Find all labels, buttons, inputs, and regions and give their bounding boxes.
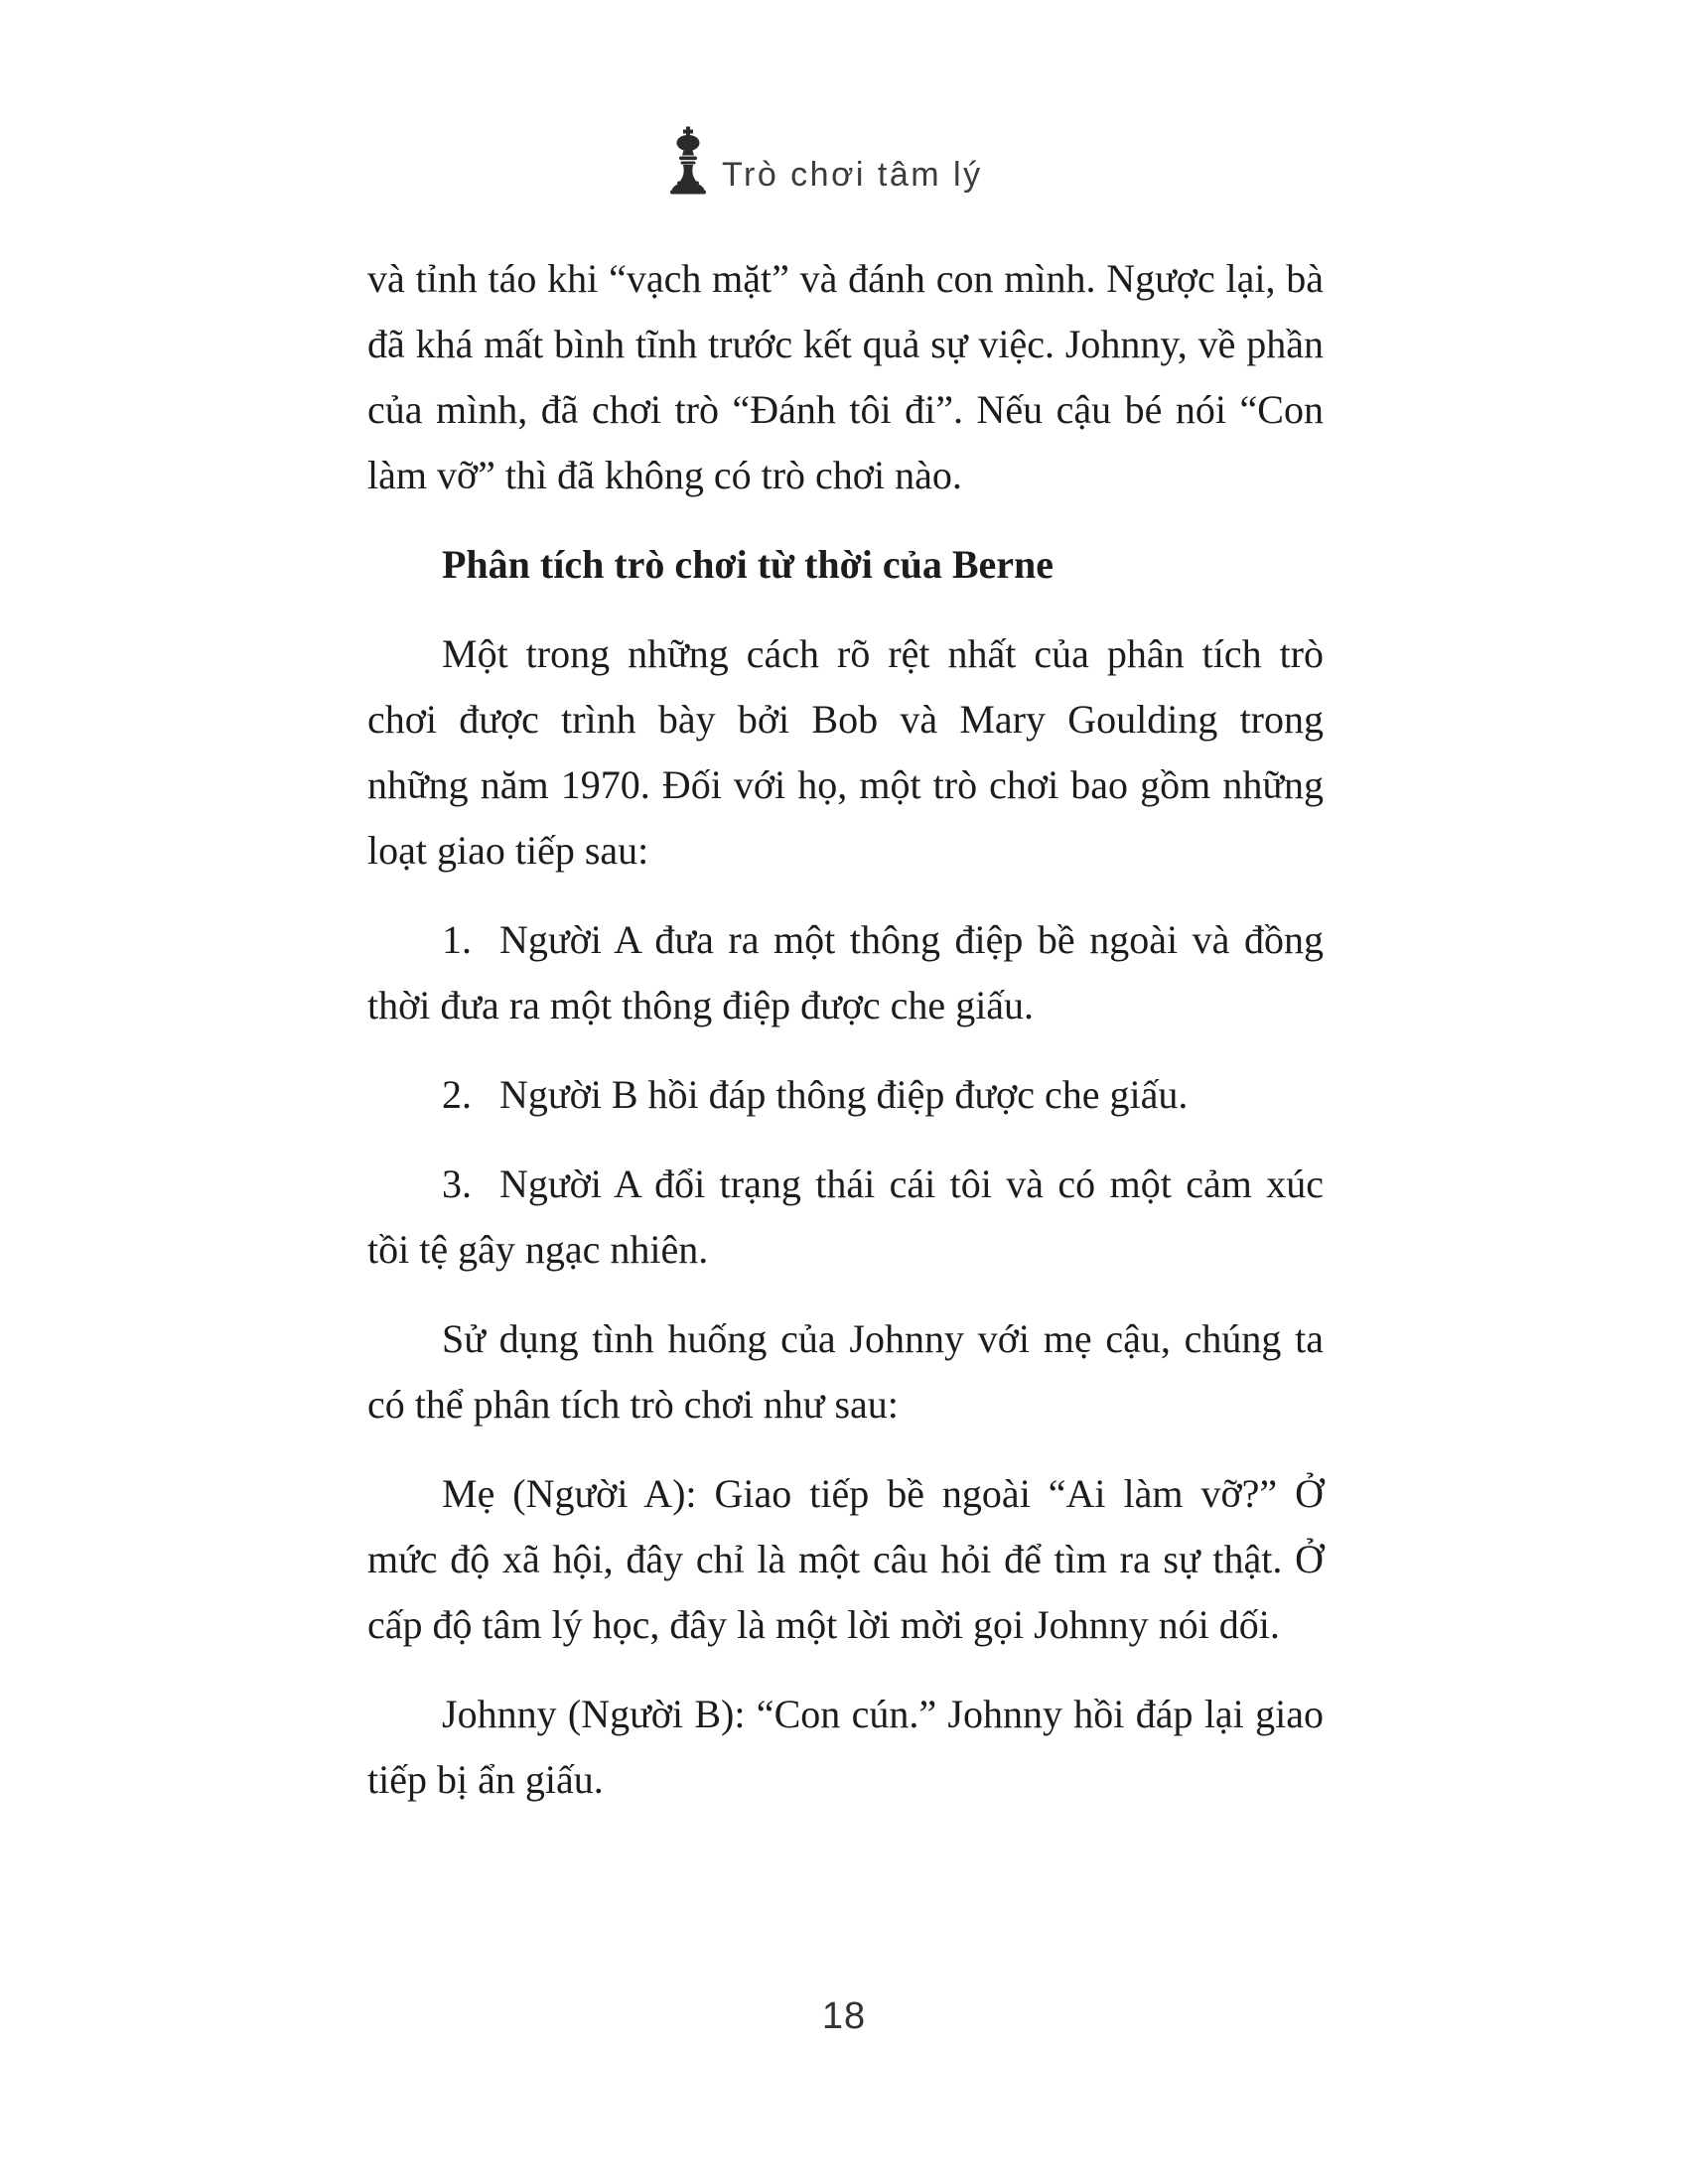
paragraph: Mẹ (Người A): Giao tiếp bề ngoài “Ai làm vỡ?” Ở mức độ xã hội, đây chỉ là một câu hỏi để tìm ra sự thật. Ở cấp độ tâm lý học, đây là một lời mời gọi Johnny nói dối. [367,1471,1324,1647]
list-item-text: Người A đổi trạng thái cái tôi và có một cảm xúc tồi tệ gây ngạc nhiên. [367,1161,1324,1272]
list-item-number: 1. [442,917,472,962]
paragraph: Một trong những cách rõ rệt nhất của phân tích trò chơi được trình bày bởi Bob và Mary Goulding trong những năm 1970. Đối với họ, một trò chơi bao gồm những loạt giao tiếp sau: [367,631,1324,873]
list-item-text: Người B hồi đáp thông điệp được che giấu. [499,1072,1189,1117]
page-footer [0,1995,1688,2038]
list-item-number: 2. [442,1072,472,1117]
section-heading: Phân tích trò chơi từ thời của Berne [442,542,1055,587]
page-content [367,246,1324,1837]
page-number: 18 [821,1995,867,2037]
list-item [367,907,1324,1038]
page-header [668,126,983,195]
list-item [367,1152,1324,1283]
paragraph: và tỉnh táo khi “vạch mặt” và đánh con mình. Ngược lại, bà đã khá mất bình tĩnh trước kết quả sự việc. Johnny, về phần của mình, đã chơi trò “Đánh tôi đi”. Nếu cậu bé nói “Con làm vỡ” thì đã không có trò chơi nào. [367,256,1324,497]
list-item [367,1062,1324,1128]
list-item-number: 3. [442,1161,472,1206]
list-item-text: Người A đưa ra một thông điệp bề ngoài và đồng thời đưa ra một thông điệp được che giấu. [367,917,1324,1027]
paragraph: Johnny (Người B): “Con cún.” Johnny hồi đáp lại giao tiếp bị ẩn giấu. [367,1692,1324,1802]
header-title: Trò chơi tâm lý [722,156,983,194]
chess-king-icon [668,126,708,195]
paragraph: Sử dụng tình huống của Johnny với mẹ cậu, chúng ta có thể phân tích trò chơi như sau: [367,1316,1324,1427]
